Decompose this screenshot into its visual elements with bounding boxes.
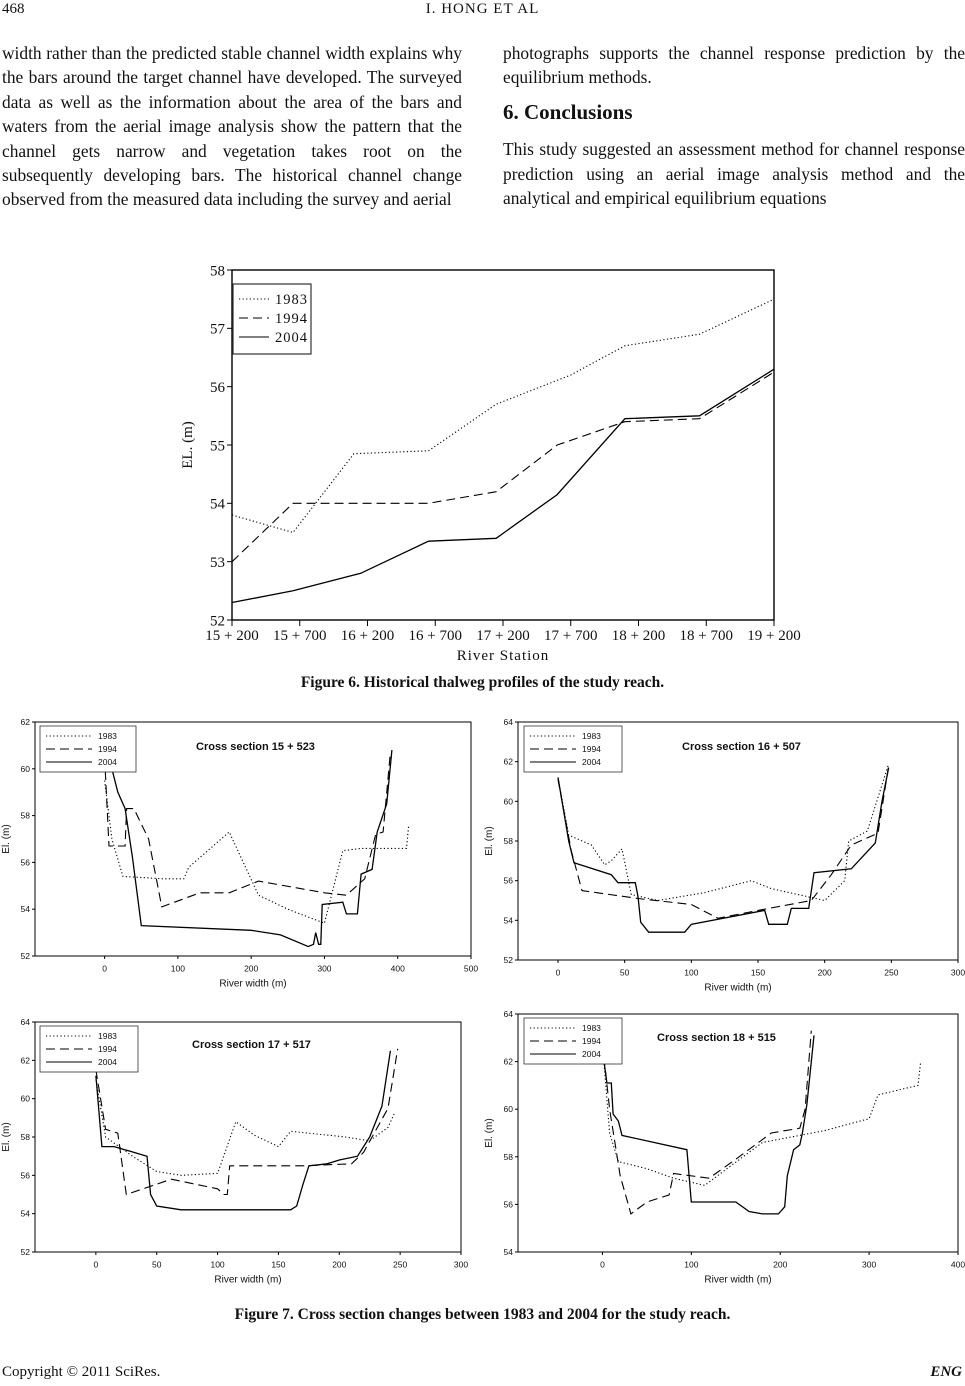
legend-label-2004: 2004 xyxy=(98,756,117,767)
chart-title: Cross section 16 + 507 xyxy=(682,741,801,753)
legend-label-1994: 1994 xyxy=(582,1035,601,1046)
y-tick-label: 58 xyxy=(20,810,30,821)
y-axis-label: El. (m) xyxy=(1,824,12,854)
y-tick-label: 54 xyxy=(20,1208,30,1219)
y-tick-label: 62 xyxy=(503,1056,513,1067)
x-tick-label: 500 xyxy=(463,963,479,974)
x-tick-label: 16 + 700 xyxy=(408,628,462,644)
right-paragraph-top: photographs supports the channel response prediction by the equilibrium methods. xyxy=(503,43,965,88)
y-tick-label: 60 xyxy=(503,796,513,807)
legend-label-2004: 2004 xyxy=(275,330,308,347)
y-tick-label: 64 xyxy=(503,716,513,727)
legend-label-1983: 1983 xyxy=(582,730,601,741)
running-authors: I. HONG ET AL xyxy=(425,1,540,17)
legend-label-1983: 1983 xyxy=(98,1030,117,1041)
y-axis-label: El. (m) xyxy=(484,826,495,856)
chart-title: Cross section 15 + 523 xyxy=(196,741,315,753)
x-tick-label: 300 xyxy=(862,1259,877,1270)
chart-title: Cross section 18 + 515 xyxy=(657,1032,776,1044)
x-tick-label: 50 xyxy=(619,967,630,978)
section-heading: 6. Conclusions xyxy=(503,99,633,124)
y-axis-label: El. (m) xyxy=(484,1118,495,1148)
x-axis-label: River width (m) xyxy=(214,1274,282,1286)
x-tick-label: 150 xyxy=(271,1259,286,1270)
x-tick-label: 400 xyxy=(950,1259,965,1270)
x-tick-label: 50 xyxy=(151,1259,162,1270)
y-axis-label: El. (m) xyxy=(1,1122,12,1152)
y-tick-label: 54 xyxy=(503,915,513,926)
x-tick-label: 16 + 200 xyxy=(340,628,395,644)
y-tick-label: 55 xyxy=(210,438,225,455)
legend-label-1994: 1994 xyxy=(582,743,601,754)
page-number: 468 xyxy=(2,1,25,17)
y-tick-label: 56 xyxy=(503,875,513,886)
x-tick-label: 19 + 200 xyxy=(747,628,801,644)
y-tick-label: 64 xyxy=(503,1008,513,1019)
x-axis-label: River width (m) xyxy=(219,978,287,990)
legend-label-1994: 1994 xyxy=(98,743,117,754)
x-tick-label: 200 xyxy=(817,967,832,978)
legend-label-2004: 2004 xyxy=(98,1056,117,1067)
x-tick-label: 15 + 700 xyxy=(273,628,327,644)
cross-section-18-515-chart xyxy=(480,1006,965,1298)
y-tick-label: 52 xyxy=(210,613,225,630)
x-tick-label: 250 xyxy=(393,1259,408,1270)
x-tick-label: 300 xyxy=(950,967,965,978)
y-tick-label: 58 xyxy=(503,1151,513,1162)
series-line-1983 xyxy=(96,1080,394,1176)
x-tick-label: 17 + 700 xyxy=(544,628,598,644)
legend-label-1994: 1994 xyxy=(275,311,308,328)
legend-label-2004: 2004 xyxy=(582,756,601,767)
x-tick-label: 100 xyxy=(210,1259,225,1270)
y-tick-label: 54 xyxy=(503,1246,513,1257)
x-tick-label: 300 xyxy=(453,1259,469,1270)
series-line-1983 xyxy=(105,781,409,924)
y-tick-label: 58 xyxy=(210,263,225,280)
y-tick-label: 52 xyxy=(20,1246,30,1257)
y-tick-label: 56 xyxy=(20,1170,30,1181)
legend-label-1994: 1994 xyxy=(98,1043,117,1054)
y-tick-label: 52 xyxy=(20,950,30,961)
right-column xyxy=(503,41,965,210)
y-tick-label: 64 xyxy=(20,1016,30,1027)
x-axis-label: River width (m) xyxy=(704,982,772,994)
y-tick-label: 60 xyxy=(20,1093,30,1104)
x-tick-label: 18 + 200 xyxy=(611,628,666,644)
x-tick-label: 0 xyxy=(600,1259,605,1270)
y-tick-label: 57 xyxy=(210,321,225,338)
y-tick-label: 60 xyxy=(503,1104,513,1115)
series-line-2004 xyxy=(558,768,889,933)
series-line-1983 xyxy=(558,764,889,901)
x-tick-label: 300 xyxy=(317,963,332,974)
x-axis-label: River Station xyxy=(456,648,550,664)
y-tick-label: 62 xyxy=(20,716,30,727)
y-tick-label: 56 xyxy=(20,857,30,868)
x-axis-label: River width (m) xyxy=(704,1274,772,1286)
y-tick-label: 56 xyxy=(210,379,225,396)
figure-7-caption: Figure 7. Cross section changes between 1983 and 2004 for the study reach. xyxy=(234,1306,731,1323)
series-line-2004 xyxy=(105,745,392,946)
cross-section-15-523-chart xyxy=(0,712,485,1002)
right-paragraph-bottom: This study suggested an assessment method for channel response prediction using an aerial image analysis method and the analytical and empirical equilibrium equations xyxy=(503,139,965,209)
series-line-1994 xyxy=(105,752,391,907)
x-tick-label: 250 xyxy=(884,967,899,978)
x-tick-label: 0 xyxy=(555,967,561,978)
x-tick-label: 0 xyxy=(102,963,107,974)
legend-label-1983: 1983 xyxy=(582,1022,601,1033)
x-tick-label: 200 xyxy=(773,1259,788,1270)
y-tick-label: 58 xyxy=(20,1131,30,1142)
y-tick-label: 53 xyxy=(210,554,225,571)
copyright: Copyright © 2011 SciRes. xyxy=(2,1364,161,1380)
figure-6-caption: Figure 6. Historical thalweg profiles of the study reach. xyxy=(300,674,665,691)
series-line-1994 xyxy=(96,1049,398,1195)
series-line-2004 xyxy=(602,1035,814,1214)
series-line-1994 xyxy=(602,1031,811,1214)
y-tick-label: 60 xyxy=(20,763,30,774)
x-tick-label: 0 xyxy=(93,1259,99,1270)
x-tick-label: 17 + 200 xyxy=(476,628,530,644)
x-tick-label: 100 xyxy=(170,963,185,974)
series-line-2004 xyxy=(96,1051,391,1210)
x-tick-label: 200 xyxy=(244,963,259,974)
legend-label-1983: 1983 xyxy=(275,292,308,309)
left-column xyxy=(2,41,462,212)
plot-frame xyxy=(232,270,774,620)
y-tick-label: 56 xyxy=(503,1199,513,1210)
y-tick-label: 52 xyxy=(503,954,513,965)
y-tick-label: 54 xyxy=(20,904,30,915)
journal-abbrev: ENG xyxy=(930,1364,962,1380)
page-header xyxy=(0,0,965,24)
x-tick-label: 100 xyxy=(684,1259,699,1270)
y-tick-label: 54 xyxy=(210,496,225,513)
y-axis-label: EL. (m) xyxy=(180,421,196,469)
page-footer xyxy=(2,1364,962,1381)
x-tick-label: 200 xyxy=(332,1259,347,1270)
x-tick-label: 100 xyxy=(684,967,699,978)
cross-section-16-507-chart xyxy=(480,712,965,1002)
y-tick-label: 62 xyxy=(503,756,513,767)
x-tick-label: 18 + 700 xyxy=(679,628,733,644)
cross-section-17-517-chart xyxy=(0,1012,485,1298)
legend-label-1983: 1983 xyxy=(98,730,117,741)
y-tick-label: 58 xyxy=(503,835,513,846)
left-paragraph: width rather than the predicted stable channel width explains why the bars around the target channel have developed. The surveyed data as well as the information about the area of the bars and waters from the aerial image analysis show the pattern that the channel gets narrow and vegetation takes root on the subsequently developing bars. The historical channel change observed from the measured data including the survey and aerial xyxy=(2,43,462,210)
x-tick-label: 15 + 200 xyxy=(205,628,259,644)
y-tick-label: 62 xyxy=(20,1055,30,1066)
chart-title: Cross section 17 + 517 xyxy=(192,1039,311,1051)
x-tick-label: 150 xyxy=(750,967,766,978)
figure-6-thalweg-chart xyxy=(160,254,810,666)
series-line-1983 xyxy=(602,1043,920,1186)
x-tick-label: 400 xyxy=(390,963,405,974)
series-line-1994 xyxy=(558,766,889,919)
legend-label-2004: 2004 xyxy=(582,1048,601,1059)
